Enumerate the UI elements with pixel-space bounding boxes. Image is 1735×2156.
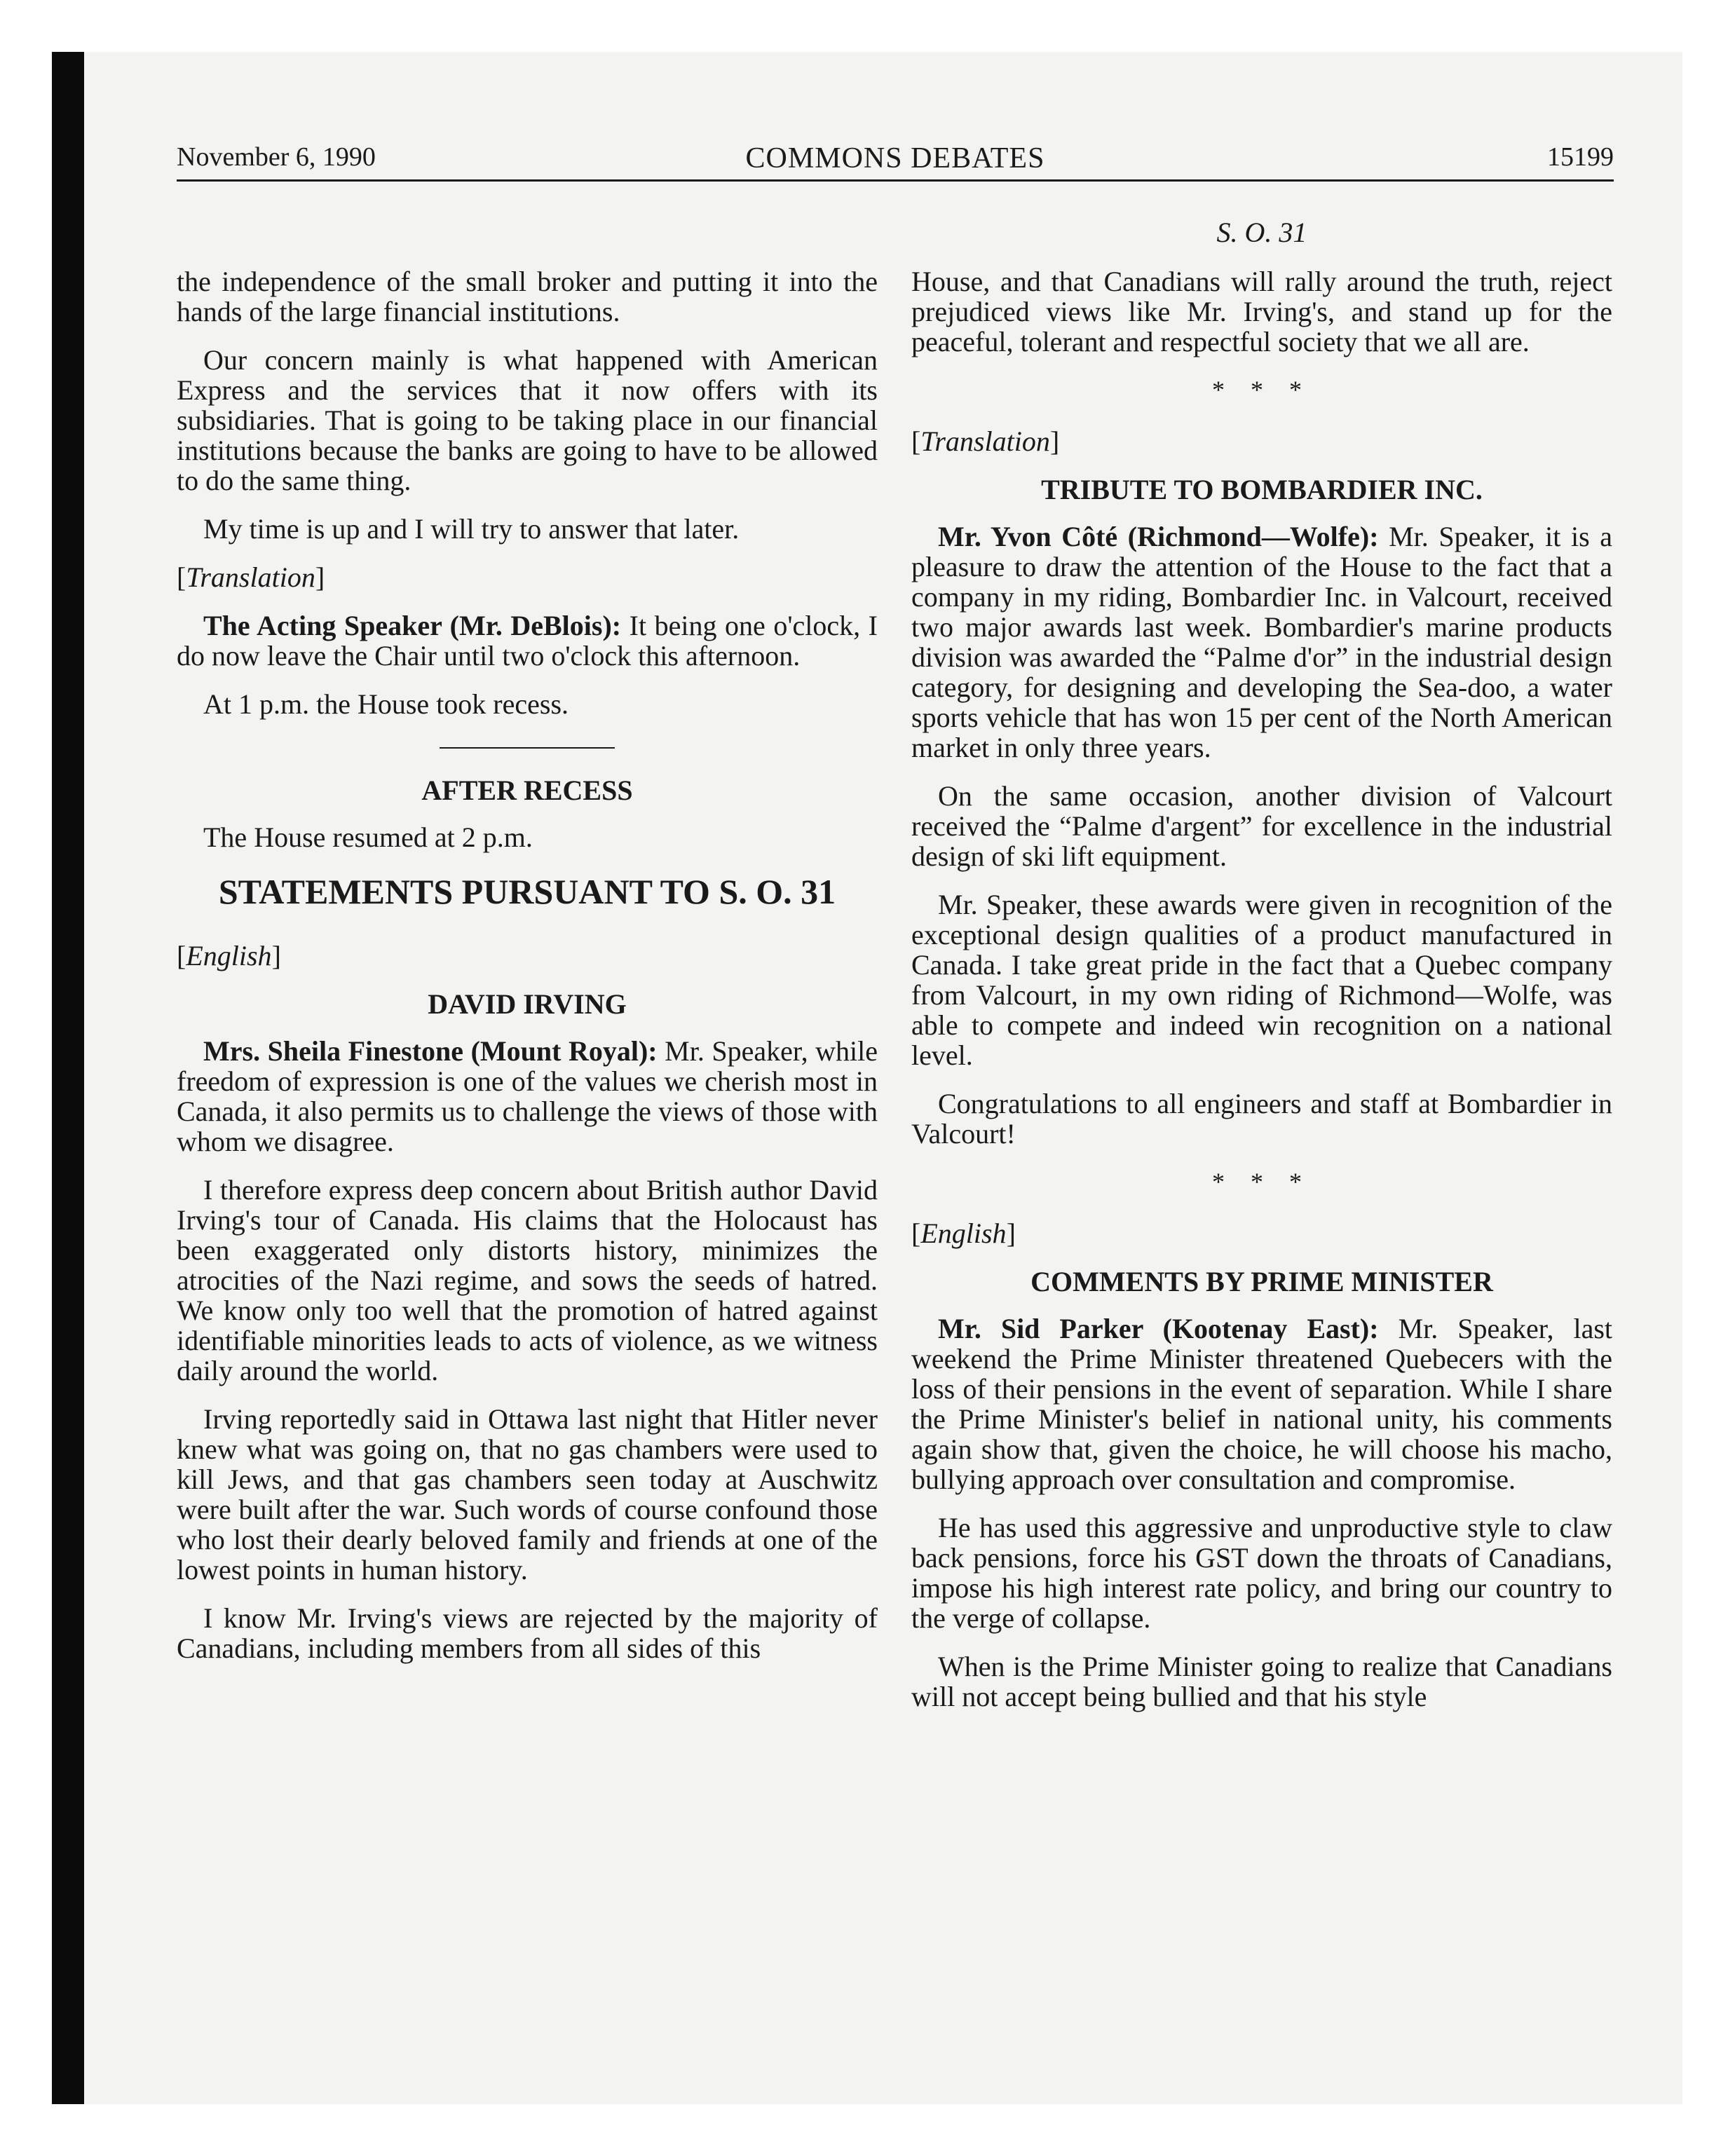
language-marker-text: Translation	[186, 561, 315, 593]
left-column	[177, 266, 878, 1681]
subheading: TRIBUTE TO BOMBARDIER INC.	[1041, 474, 1483, 505]
scan-edge-bar	[52, 52, 84, 2104]
header-title: COMMONS DEBATES	[745, 142, 1045, 175]
speaker-name: Mr. Sid Parker (Kootenay East):	[938, 1313, 1379, 1344]
paragraph: When is the Prime Minister going to realize that Canadians will not accept being bullied and that his style	[911, 1651, 1612, 1712]
paragraph: Congratulations to all engineers and staff at Bombardier in Valcourt!	[911, 1088, 1612, 1149]
paragraph	[911, 521, 1612, 763]
language-marker: [Translation]	[911, 425, 1060, 457]
language-marker-text: English	[186, 940, 272, 971]
language-marker-text: English	[920, 1217, 1007, 1249]
paragraph	[177, 1036, 878, 1157]
language-marker: [Translation]	[177, 561, 325, 593]
header-date: November 6, 1990	[177, 142, 376, 172]
speech-text: Mr. Speaker, while freedom of expression is one of the values we cherish most in Canada, it also permits us to challenge the views of those with whom we disagree.	[177, 1035, 878, 1157]
paragraph: At 1 p.m. the House took recess.	[203, 688, 569, 720]
paragraph: the independence of the small broker and putting it into the hands of the large financial institutions.	[177, 266, 878, 327]
speaker-name: The Acting Speaker (Mr. DeBlois):	[203, 610, 622, 641]
paragraph: I therefore express deep concern about British author David Irving's tour of Canada. His claims that the Holocaust has been exaggerated only distorts history, minimizes the atrocities of the Nazi regime, and sows the seeds of hatred. We know only too well that the promotion of hatred against identifiable minorities leads to acts of violence, as we witness daily around the world.	[177, 1174, 878, 1386]
paragraph: The House resumed at 2 p.m.	[203, 821, 533, 853]
paragraph	[911, 1314, 1612, 1494]
paragraph	[177, 610, 878, 671]
header-page-number: 15199	[1547, 142, 1614, 172]
speech-text: Mr. Speaker, it is a pleasure to draw the attention of the House to the fact that a company in my riding, Bombardier Inc. in Valcourt, received two major awards last week. Bombardier's marine products division was awarded the “Palme d'or” in the industrial design category, for designing and developing the Sea-doo, a water sports vehicle that has won 15 per cent of the North American market in only three years.	[911, 521, 1612, 763]
speaker-name: Mrs. Sheila Finestone (Mount Royal):	[203, 1035, 658, 1067]
header-rule	[177, 179, 1614, 182]
speaker-name: Mr. Yvon Côté (Richmond—Wolfe):	[938, 521, 1379, 552]
paragraph: Our concern mainly is what happened with American Express and the services that it now offers with its subsidiaries. That is going to be taking place in our financial institutions because the banks are going to have to be allowed to do the same thing.	[177, 344, 878, 496]
subheading: COMMENTS BY PRIME MINISTER	[1030, 1266, 1493, 1297]
paragraph: I know Mr. Irving's views are rejected by the majority of Canadians, including members from all sides of this	[177, 1602, 878, 1664]
speech-text: Mr. Speaker, last weekend the Prime Minister threatened Quebecers with the loss of their pensions in the event of separation. While I share the Prime Minister's belief in national unity, his comments again show that, given the choice, he will choose his macho, bullying approach over consultation and compromise.	[911, 1313, 1612, 1495]
paragraph: House, and that Canadians will rally around the truth, reject prejudiced views like Mr. Irving's, and stand up for the peaceful, tolerant and respectful society that we all are.	[911, 266, 1612, 357]
speech-text: It being one o'clock, I do now leave the Chair until two o'clock this afternoon.	[177, 610, 878, 671]
section-separator: * * *	[1212, 1168, 1312, 1196]
language-marker: [English]	[177, 940, 281, 971]
page-header	[177, 133, 1614, 182]
language-marker-text: Translation	[920, 425, 1050, 457]
section-divider	[440, 747, 615, 749]
paragraph: He has used this aggressive and unproductive style to claw back pensions, force his GST down the throats of Canadians, impose his high interest rate policy, and bring our country to the verge of collapse.	[911, 1512, 1612, 1634]
section-heading: STATEMENTS PURSUANT TO S. O. 31	[218, 872, 836, 911]
subheading: DAVID IRVING	[428, 988, 627, 1020]
language-marker: [English]	[911, 1217, 1016, 1249]
section-separator: * * *	[1212, 376, 1312, 404]
paragraph: Irving reportedly said in Ottawa last night that Hitler never knew what was going on, that no gas chambers were used to kill Jews, and that gas chambers seen today at Auschwitz were built after the war. Such words of course confound those who lost their dearly beloved family and friends at one of the lowest points in human history.	[177, 1403, 878, 1585]
standing-order-label: S. O. 31	[1216, 217, 1307, 248]
paragraph: My time is up and I will try to answer that later.	[203, 513, 740, 545]
paragraph: On the same occasion, another division of Valcourt received the “Palme d'argent” for excellence in the industrial design of ski lift equipment.	[911, 780, 1612, 872]
subheading: AFTER RECESS	[421, 775, 633, 806]
paragraph: Mr. Speaker, these awards were given in recognition of the exceptional design qualities of a product manufactured in Canada. I take great pride in the fact that a Quebec company from Valcourt, in my own riding of Richmond—Wolfe, was able to compete and indeed win recognition on a national level.	[911, 889, 1612, 1071]
right-column	[911, 266, 1612, 1730]
